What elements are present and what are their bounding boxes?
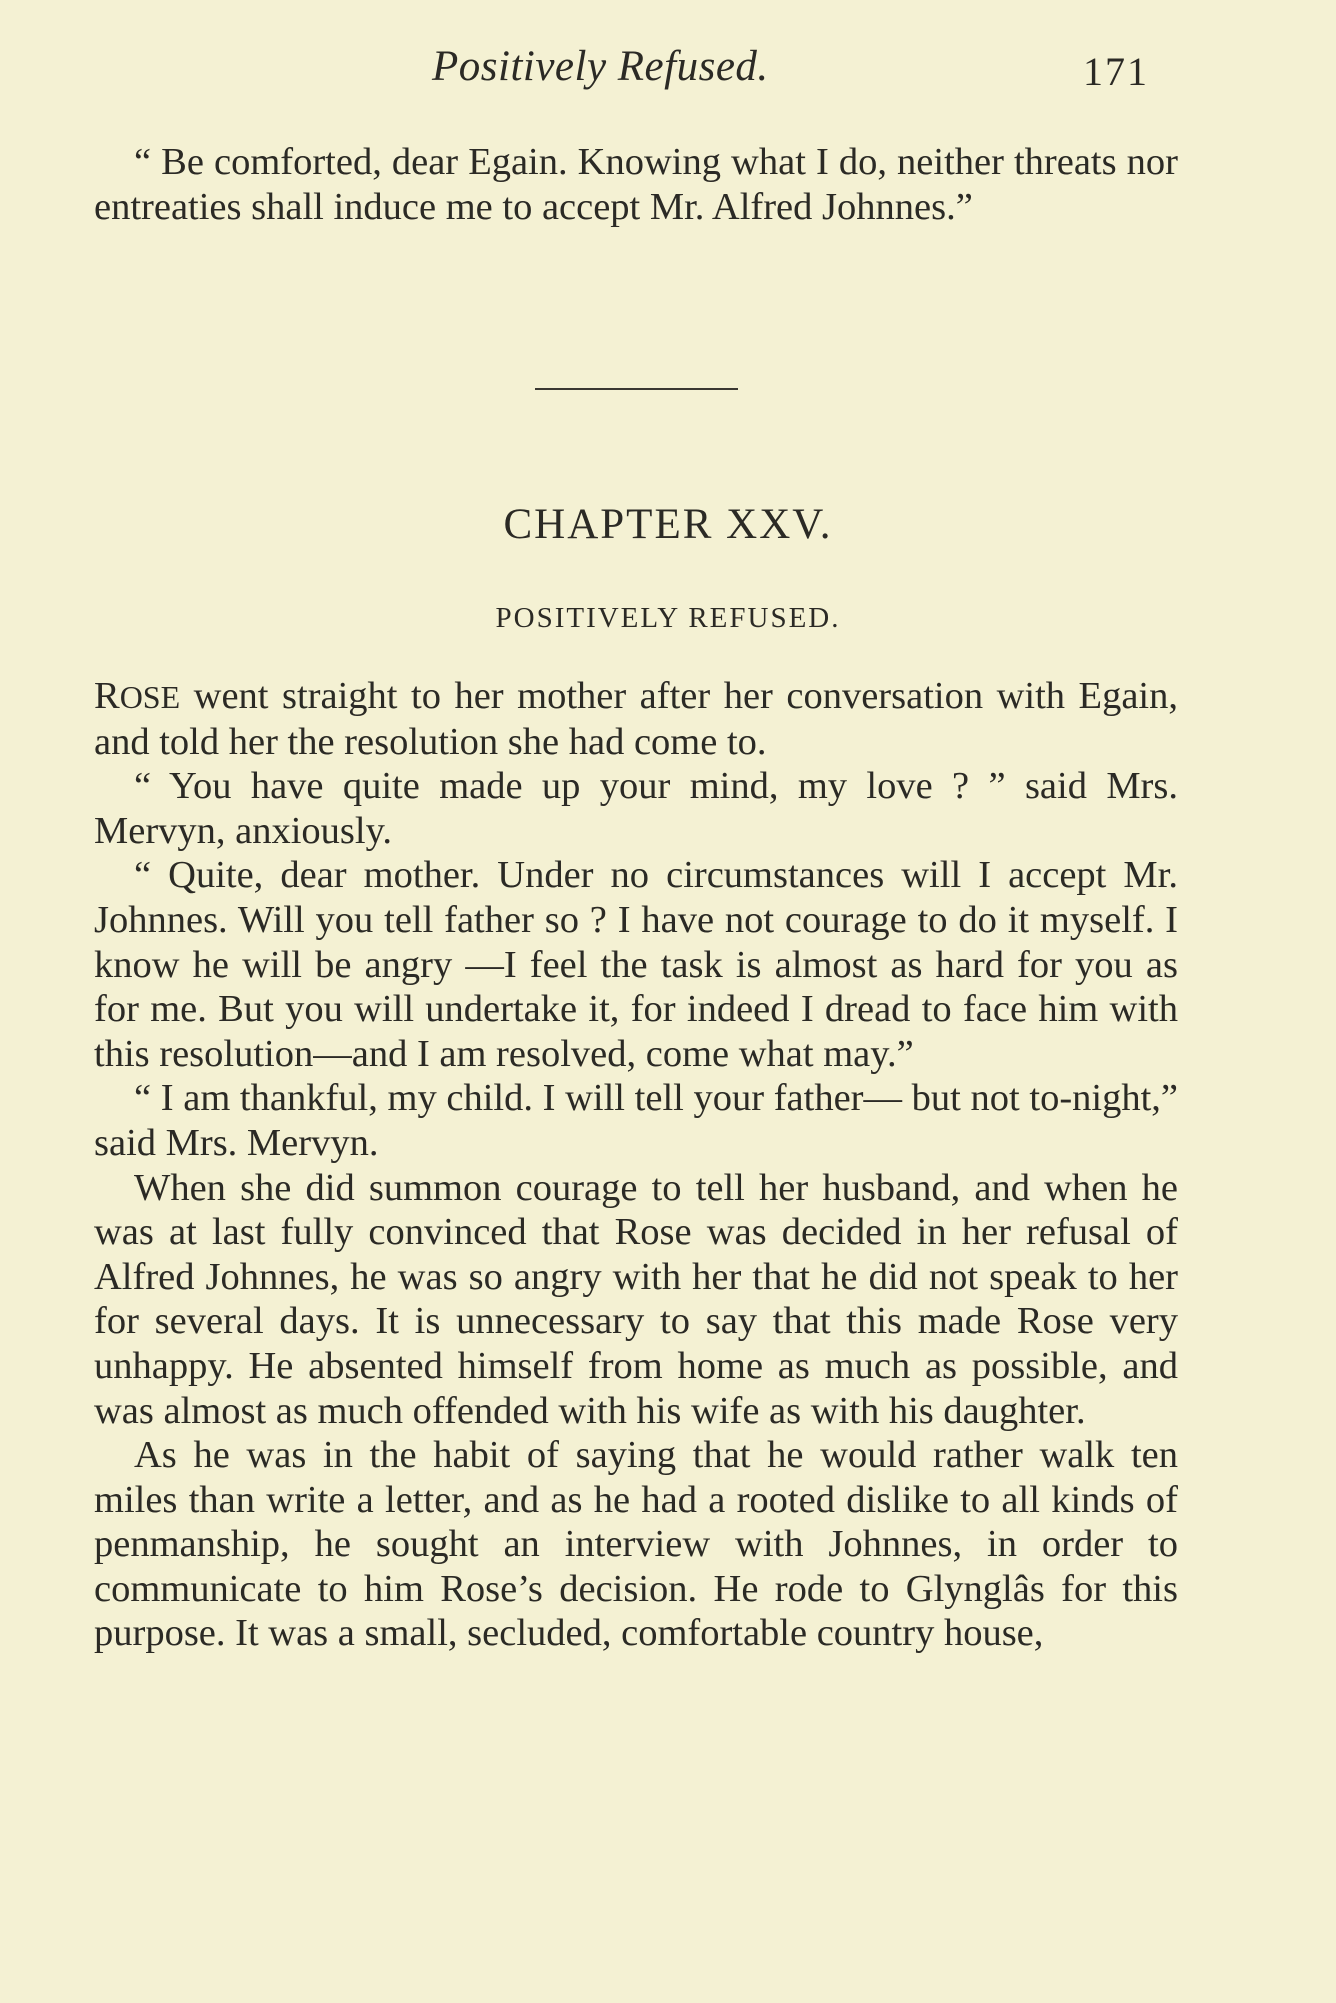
running-head [0,38,1336,98]
paragraph: “ Quite, dear mother. Under no circumstances will I accept Mr. Johnnes. Will you tell father so ? I have not courage to do it myself. I know he will be angry —I feel the task is almost as hard for you as for me. But you will undertake it, for indeed I dread to face him with this resolution—and I am resolved, come what may.” [94,854,1178,1075]
first-paragraph [94,674,1178,764]
paragraph: When she did summon courage to tell her husband, and when he was at last fully convinced that Rose was decided in her refusal of Alfred Johnnes, he was so angry with her that he did not speak to her for several days. It is unnecessary to say that this made Rose very unhappy. He absented himself from home as much as possible, and was almost as much offended with his wife as with his daughter. [94,1166,1178,1432]
paragraph: “ I am thankful, my child. I will tell your father— but not to-night,” said Mrs. Mervyn. [94,1077,1178,1164]
drop-initial: R [94,675,120,717]
smallcaps-word: OSE [119,679,181,715]
first-paragraph-text: went straight to her mother after her conversation with Egain, and told her the resolution she had come to. [94,675,1178,763]
running-title: Positively Refused. [432,43,769,90]
opening-text [94,140,1178,229]
paragraph: As he was in the habit of saying that he would rather walk ten miles than write a letter, and as he had a rooted dislike to all kinds of penmanship, he sought an interview with Johnnes, in order to communicate to him Rose’s decision. He rode to Glynglâs for this purpose. It was a small, secluded, comfortable country house, [94,1434,1178,1655]
paragraph: “ You have quite made up your mind, my love ? ” said Mrs. Mervyn, anxiously. [94,765,1178,852]
chapter-heading: CHAPTER XXV. [503,501,833,548]
opening-paragraph: “ Be comforted, dear Egain. Knowing what I do, neither threats nor entreaties shall induce me to accept Mr. Alfred Johnnes.” [94,141,1178,228]
chapter-body [94,674,1178,1656]
page-number: 171 [1083,49,1149,94]
section-divider [535,388,738,390]
chapter-subtitle: POSITIVELY REFUSED. [495,602,841,634]
